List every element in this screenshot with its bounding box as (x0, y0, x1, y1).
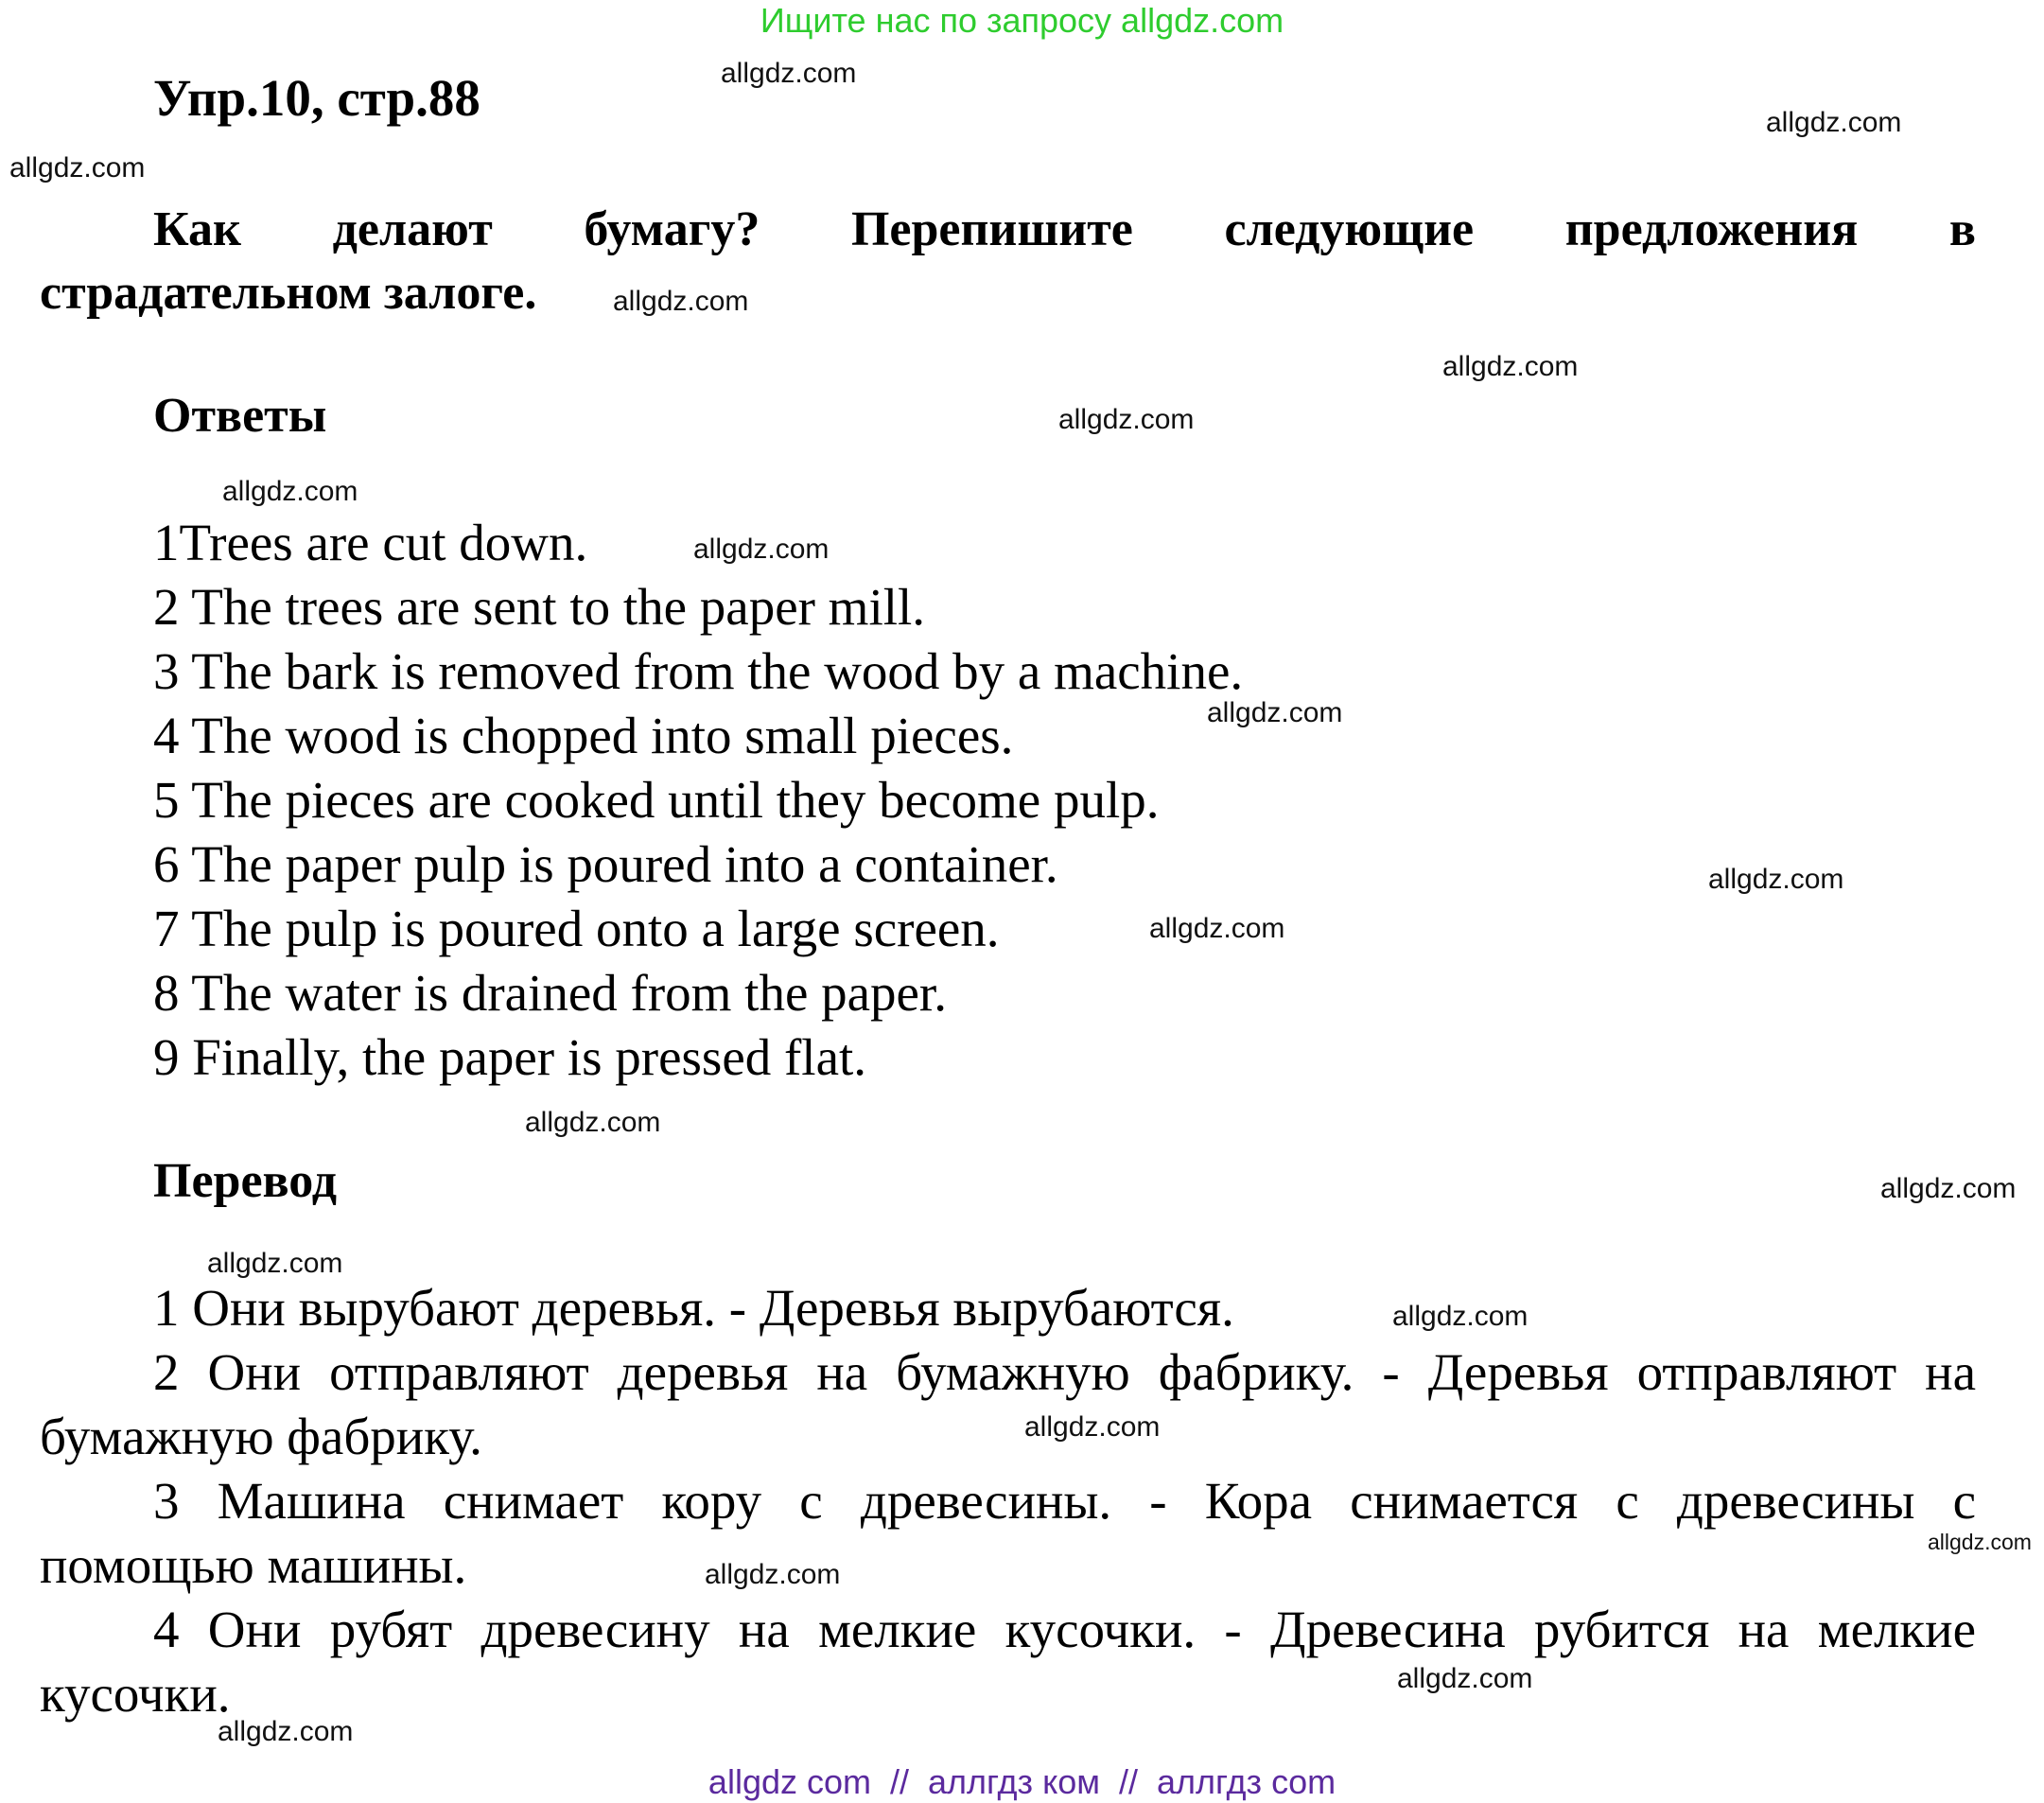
footer-links: allgdz com // аллгдз ком // аллгдз com (708, 1762, 1336, 1801)
translation-item-1: 1 Они вырубают деревья. - Деревья вырубаются. (153, 1279, 1234, 1337)
translation-item-3-line-1: 3 Машина снимает кору с древесины. - Кора снимается с древесины с (153, 1472, 1976, 1530)
task-line-2: страдательном залоге. (40, 266, 537, 320)
translation-heading: Перевод (153, 1154, 338, 1208)
answer-item: 7 The pulp is poured onto a large screen. (153, 900, 1000, 957)
watermark: allgdz.com (1058, 404, 1195, 435)
task-instruction (40, 198, 1976, 324)
watermark: allgdz.com (613, 286, 749, 317)
watermark: allgdz.com (1392, 1301, 1529, 1332)
answer-item: 6 The paper pulp is poured into a container. (153, 835, 1058, 893)
watermark: allgdz.com (1397, 1663, 1533, 1694)
watermark: allgdz.com (1024, 1411, 1161, 1443)
watermark: allgdz.com (1766, 107, 1902, 138)
watermark: allgdz.com (705, 1559, 841, 1590)
answers-list (153, 511, 1243, 1090)
search-banner: Ищите нас по запросу allgdz.com (760, 1, 1284, 40)
watermark: allgdz.com (1880, 1173, 2017, 1204)
answer-item: 1Trees are cut down. (153, 514, 588, 571)
task-line-1: Как делают бумагу? Перепишите следующие предложения в (153, 202, 1976, 256)
translation-item-3-line-2: помощью машины. (40, 1536, 467, 1594)
answers-heading: Ответы (153, 389, 327, 443)
answer-item: 5 The pieces are cooked until they become pulp. (153, 771, 1160, 829)
exercise-title: Упр.10, стр.88 (153, 69, 480, 127)
watermark: allgdz.com (721, 58, 857, 89)
translation-list (40, 1276, 1976, 1726)
watermark: allgdz.com (1149, 913, 1285, 944)
answer-item: 8 The water is drained from the paper. (153, 964, 947, 1022)
translation-item-2-line-1: 2 Они отправляют деревья на бумажную фабрику. - Деревья отправляют на (153, 1343, 1976, 1401)
answer-item: 9 Finally, the paper is pressed flat. (153, 1028, 867, 1086)
translation-item-4-line-1: 4 Они рубят древесину на мелкие кусочки. - Древесина рубится на мелкие (153, 1601, 1976, 1658)
answer-item: 2 The trees are sent to the paper mill. (153, 578, 926, 636)
watermark: allgdz.com (1928, 1530, 2032, 1554)
watermark: allgdz.com (9, 152, 146, 184)
watermark: allgdz.com (525, 1107, 661, 1138)
translation-item-2-line-2: бумажную фабрику. (40, 1408, 482, 1465)
watermark: allgdz.com (222, 476, 358, 507)
watermark: allgdz.com (207, 1248, 343, 1279)
watermark: allgdz.com (1442, 351, 1579, 382)
watermark: allgdz.com (1207, 697, 1343, 728)
watermark: allgdz.com (218, 1716, 354, 1747)
watermark: allgdz.com (693, 534, 830, 565)
answer-item: 3 The bark is removed from the wood by a machine. (153, 642, 1244, 700)
watermark: allgdz.com (1708, 864, 1844, 895)
answer-item: 4 The wood is chopped into small pieces. (153, 707, 1014, 764)
translation-item-4-line-2: кусочки. (40, 1665, 231, 1723)
